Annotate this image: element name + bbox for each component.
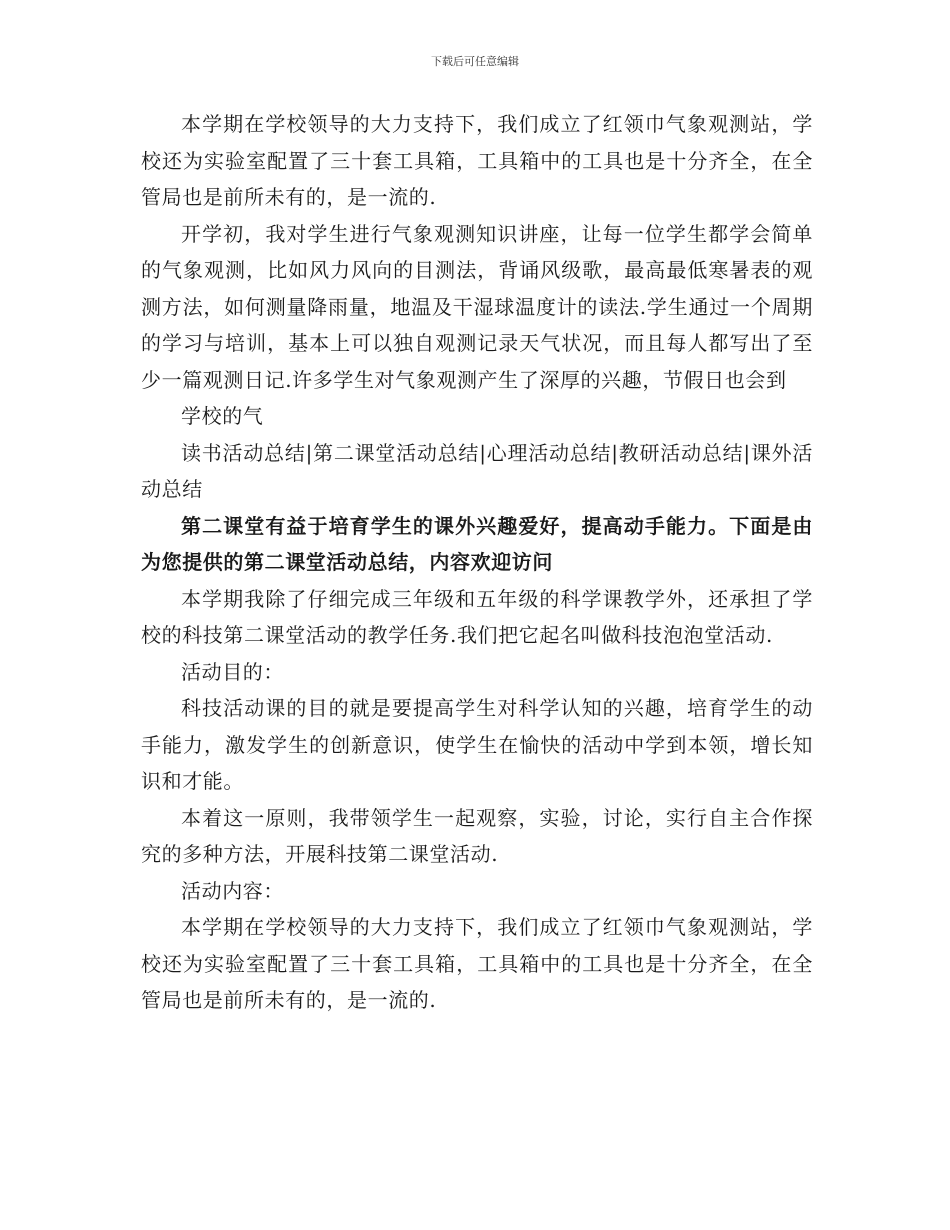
paragraph-weather-station: 本学期在学校领导的大力支持下，我们成立了红领巾气象观测站，学校还为实验室配置了三十套工具箱，工具箱中的工具也是十分齐全，在全管局也是前所未有的，是一流的. [141,112,813,209]
section-heading-content: 活动内容： [181,878,284,903]
paragraph-semester-start: 开学初，我对学生进行气象观测知识讲座，让每一位学生都学会简单的气象观测，比如风力风向的目测法，背诵风级歌，最高最低寒暑表的观测方法，如何测量降雨量，地温及干湿球温度计的读法.学生通过一个周期的学习与培训，基本上可以独自观测记录天气状况，而且每人都写出了至少一篇观测日记.许多学生对气象观测产生了深厚的兴趣，节假日也会到 [141,221,813,392]
related-links: 读书活动总结|第二课堂活动总结|心理活动总结|教研活动总结|课外活动总结 [141,440,813,501]
paragraph-principle: 本着这一原则，我带领学生一起观察，实验，讨论，实行自主合作探究的多种方法，开展科技第二课堂活动. [141,805,813,866]
page-header: 下载后可任意编辑 [431,55,519,68]
intro-bold: 第二课堂有益于培育学生的课外兴趣爱好，提高动手能力。下面是由为您提供的第二课堂活动总结，内容欢迎访问 [141,513,813,574]
paragraph-teaching: 本学期我除了仔细完成三年级和五年级的科学课教学外，还承担了学校的科技第二课堂活动的教学任务.我们把它起名叫做科技泡泡堂活动. [141,586,813,647]
document-body [141,106,813,1019]
paragraph-fragment: 学校的气 [181,404,264,428]
paragraph-weather-station-repeat: 本学期在学校领导的大力支持下，我们成立了红领巾气象观测站，学校还为实验室配置了三十套工具箱，工具箱中的工具也是十分齐全，在全管局也是前所未有的，是一流的. [141,915,813,1012]
paragraph-purpose: 科技活动课的目的就是要提高学生对科学认知的兴趣，培育学生的动手能力，激发学生的创新意识，使学生在愉快的活动中学到本领，增长知识和才能。 [141,696,813,793]
section-heading-purpose: 活动目的： [181,659,284,684]
